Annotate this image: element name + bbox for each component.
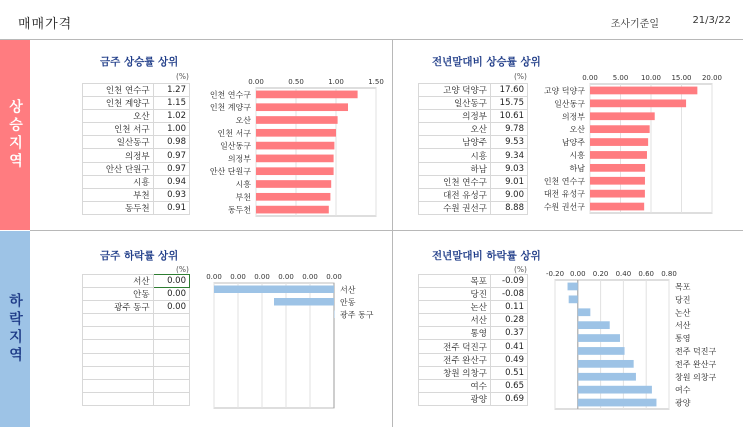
- rate-value-cell: 9.78: [490, 123, 527, 136]
- category-label: 하남: [569, 163, 585, 173]
- category-label: 의정부: [227, 154, 251, 164]
- rate-value-cell: 0.49: [490, 353, 527, 366]
- region-name-cell: 부천: [83, 188, 154, 201]
- table-row: [83, 288, 190, 301]
- weekly-down-unit: (%): [176, 265, 189, 274]
- category-label: 안동: [340, 297, 356, 307]
- section-divider: [30, 230, 743, 231]
- category-label: 시흥: [569, 150, 585, 160]
- region-name-cell: [83, 379, 154, 392]
- table-row: [83, 366, 190, 379]
- category-label: 고양 덕양구: [543, 86, 585, 96]
- bar: [578, 399, 657, 407]
- bar: [256, 129, 336, 137]
- table-row: [83, 314, 190, 327]
- bar: [578, 386, 652, 394]
- table-row: [419, 366, 528, 379]
- table-row: [419, 201, 528, 214]
- table-row: [83, 136, 190, 149]
- tick-label: 20.00: [701, 74, 723, 82]
- category-label: 대전 유성구: [543, 189, 585, 199]
- category-label: 광주 동구: [340, 310, 374, 320]
- table-row: [419, 97, 528, 110]
- region-name-cell: 광주 동구: [83, 301, 154, 314]
- bar: [256, 103, 348, 111]
- region-name-cell: 남양주: [419, 136, 491, 149]
- tick-label: 0.50: [288, 78, 304, 86]
- category-label: 동두천: [227, 205, 251, 215]
- column-divider: [392, 40, 393, 427]
- bar: [256, 193, 330, 201]
- bar: [256, 116, 338, 124]
- rate-value-cell: 9.53: [490, 136, 527, 149]
- region-name-cell: [83, 327, 154, 340]
- region-name-cell: [83, 392, 154, 405]
- rate-value-cell: [153, 314, 189, 327]
- bar: [590, 125, 650, 133]
- table-row: [419, 327, 528, 340]
- category-label: 창원 의창구: [675, 372, 717, 382]
- table-row: [419, 340, 528, 353]
- rate-value-cell: 0.94: [153, 175, 189, 188]
- table-row: [83, 379, 190, 392]
- region-name-cell: 일산동구: [419, 97, 491, 110]
- weekly-down-table: [82, 274, 190, 406]
- table-row: [83, 84, 190, 97]
- section-label-down: [0, 231, 30, 427]
- category-label: 광양: [675, 398, 691, 408]
- bar: [214, 286, 334, 294]
- rate-value-cell: 0.51: [490, 366, 527, 379]
- bar: [334, 311, 335, 319]
- category-label: 의정부: [561, 112, 585, 122]
- tick-label: -0.20: [545, 270, 565, 278]
- bar: [578, 373, 636, 381]
- rate-value-cell: 0.00: [153, 301, 189, 314]
- region-name-cell: [83, 340, 154, 353]
- table-row: [419, 136, 528, 149]
- rate-value-cell: 0.69: [490, 392, 527, 405]
- tick-label: 0.00: [570, 270, 586, 278]
- rate-value-cell: 9.00: [490, 188, 527, 201]
- rate-value-cell: 8.88: [490, 201, 527, 214]
- category-label: 남양주: [561, 138, 585, 148]
- table-row: [419, 175, 528, 188]
- region-name-cell: 수원 권선구: [419, 201, 491, 214]
- table-row: [419, 162, 528, 175]
- bar: [274, 298, 334, 306]
- table-row: [83, 353, 190, 366]
- rate-value-cell: 1.02: [153, 110, 189, 123]
- rate-value-cell: [153, 327, 189, 340]
- tick-label: 0.00: [278, 273, 294, 281]
- region-name-cell: 안동: [83, 288, 154, 301]
- region-name-cell: 통영: [419, 327, 491, 340]
- rate-value-cell: 0.41: [490, 340, 527, 353]
- rate-value-cell: -0.08: [490, 288, 527, 301]
- bar: [590, 112, 655, 120]
- table-row: [419, 84, 528, 97]
- rate-value-cell: 15.75: [490, 97, 527, 110]
- tick-label: 0.00: [582, 74, 598, 82]
- table-row: [83, 188, 190, 201]
- category-label: 일산동구: [554, 99, 585, 109]
- bar: [578, 334, 620, 342]
- category-label: 수원 권선구: [543, 202, 585, 212]
- region-name-cell: 서산: [83, 275, 154, 288]
- tick-label: 0.20: [592, 270, 609, 278]
- rate-value-cell: 0.98: [153, 136, 189, 149]
- ytd-up-title: 전년말대비 상승률 상위: [432, 56, 541, 68]
- rate-value-cell: 0.97: [153, 149, 189, 162]
- bar: [568, 283, 578, 291]
- bar: [578, 347, 625, 355]
- region-name-cell: [83, 366, 154, 379]
- region-name-cell: 전주 덕진구: [419, 340, 491, 353]
- tick-label: 0.00: [302, 273, 318, 281]
- region-name-cell: 고양 덕양구: [419, 84, 491, 97]
- bar: [578, 308, 591, 316]
- category-label: 목포: [675, 282, 691, 292]
- bar: [256, 91, 358, 99]
- table-row: [83, 201, 190, 214]
- bar: [578, 321, 610, 329]
- category-label: 인천 연수구: [209, 90, 251, 100]
- bar: [590, 203, 644, 211]
- category-label: 인천 계양구: [209, 103, 251, 113]
- table-row: [83, 97, 190, 110]
- table-row: [419, 379, 528, 392]
- table-row: [419, 392, 528, 405]
- rate-value-cell: 0.91: [153, 201, 189, 214]
- rate-value-cell: 0.37: [490, 327, 527, 340]
- category-label: 통영: [675, 334, 691, 344]
- rate-value-cell: [153, 340, 189, 353]
- rate-value-cell: 0.65: [490, 379, 527, 392]
- region-name-cell: 대전 유성구: [419, 188, 491, 201]
- region-name-cell: 동두천: [83, 201, 154, 214]
- basis-date: 21/3/22: [692, 15, 731, 26]
- ytd-up-table: [418, 83, 528, 215]
- region-name-cell: 인천 계양구: [83, 97, 154, 110]
- tick-label: 0.40: [615, 270, 632, 278]
- rate-value-cell: 9.34: [490, 149, 527, 162]
- bar: [590, 190, 645, 198]
- bar: [590, 177, 645, 185]
- region-name-cell: [83, 353, 154, 366]
- table-row: [83, 275, 190, 288]
- ytd-down-chart: [535, 265, 735, 415]
- table-row: [83, 149, 190, 162]
- bar: [578, 360, 634, 368]
- region-name-cell: 인천 연수구: [419, 175, 491, 188]
- category-label: 여수: [675, 385, 691, 395]
- region-name-cell: 일산동구: [83, 136, 154, 149]
- bar: [256, 206, 329, 214]
- category-label: 인천 서구: [217, 128, 251, 138]
- tick-label: 0.60: [638, 270, 654, 278]
- region-name-cell: 의정부: [419, 110, 491, 123]
- table-row: [83, 340, 190, 353]
- rate-value-cell: 1.27: [153, 84, 189, 97]
- rate-value-cell: 0.28: [490, 314, 527, 327]
- table-row: [419, 288, 528, 301]
- rate-value-cell: 10.61: [490, 110, 527, 123]
- section-label-down-text: 하락지역: [7, 293, 23, 365]
- region-name-cell: 안산 단원구: [83, 162, 154, 175]
- rate-value-cell: 1.00: [153, 123, 189, 136]
- category-label: 당진: [675, 295, 691, 305]
- page-title: 매매가격: [18, 17, 73, 32]
- category-label: 서산: [340, 285, 356, 295]
- table-row: [83, 110, 190, 123]
- table-row: [419, 149, 528, 162]
- tick-label: 0.80: [661, 270, 677, 278]
- rate-value-cell: 0.97: [153, 162, 189, 175]
- region-name-cell: 시흥: [83, 175, 154, 188]
- rate-value-cell: 9.01: [490, 175, 527, 188]
- region-name-cell: 전주 완산구: [419, 353, 491, 366]
- category-label: 전주 덕진구: [675, 346, 717, 356]
- tick-label: 0.00: [230, 273, 246, 281]
- region-name-cell: 오산: [419, 123, 491, 136]
- weekly-up-chart: [200, 74, 390, 219]
- rate-value-cell: -0.09: [490, 275, 527, 288]
- category-label: 오산: [569, 125, 585, 135]
- bar: [590, 87, 697, 95]
- basis-date-label: 조사기준일: [610, 19, 659, 30]
- region-name-cell: 광양: [419, 392, 491, 405]
- ytd-up-chart: [532, 70, 732, 220]
- weekly-down-title: 금주 하락률 상위: [100, 250, 179, 262]
- table-row: [83, 123, 190, 136]
- category-label: 시흥: [235, 180, 251, 189]
- bar: [590, 99, 686, 107]
- ytd-down-title: 전년말대비 하락률 상위: [432, 250, 541, 262]
- table-row: [83, 162, 190, 175]
- rate-value-cell: [153, 392, 189, 405]
- region-name-cell: 하남: [419, 162, 491, 175]
- ytd-down-unit: (%): [514, 265, 527, 274]
- rate-value-cell: 9.03: [490, 162, 527, 175]
- tick-label: 15.00: [671, 74, 692, 82]
- region-name-cell: 목포: [419, 275, 491, 288]
- header: [0, 0, 743, 40]
- bar: [590, 151, 647, 159]
- section-label-up: [0, 40, 30, 230]
- category-label: 오산: [235, 116, 251, 125]
- category-label: 안산 단원구: [209, 167, 251, 177]
- region-name-cell: 여수: [419, 379, 491, 392]
- tick-label: 5.00: [612, 74, 629, 82]
- weekly-up-unit: (%): [176, 72, 189, 81]
- table-row: [419, 353, 528, 366]
- table-row: [419, 275, 528, 288]
- tick-label: 0.00: [326, 273, 342, 281]
- rate-value-cell[interactable]: 0.00: [153, 275, 189, 288]
- weekly-down-chart: [200, 268, 390, 418]
- rate-value-cell: 0.93: [153, 188, 189, 201]
- ytd-up-unit: (%): [514, 72, 527, 81]
- table-row: [419, 301, 528, 314]
- tick-label: 1.00: [328, 78, 344, 86]
- bar: [590, 164, 645, 172]
- tick-label: 0.00: [248, 78, 264, 86]
- tick-label: 10.00: [640, 74, 662, 82]
- bar: [256, 142, 334, 150]
- rate-value-cell: [153, 379, 189, 392]
- table-row: [83, 301, 190, 314]
- tick-label: 1.50: [368, 78, 384, 86]
- rate-value-cell: 1.15: [153, 97, 189, 110]
- table-row: [83, 392, 190, 405]
- table-row: [419, 188, 528, 201]
- rate-value-cell: [153, 366, 189, 379]
- tick-label: 0.00: [206, 273, 222, 281]
- rate-value-cell: [153, 353, 189, 366]
- region-name-cell: 당진: [419, 288, 491, 301]
- category-label: 일산동구: [220, 141, 251, 151]
- category-label: 논산: [675, 308, 691, 318]
- rate-value-cell: 17.60: [490, 84, 527, 97]
- region-name-cell: 창원 의창구: [419, 366, 491, 379]
- rate-value-cell: 0.11: [490, 301, 527, 314]
- table-row: [419, 110, 528, 123]
- category-label: 전주 완산구: [675, 359, 717, 369]
- tick-label: 0.00: [254, 273, 270, 281]
- bar: [256, 167, 334, 175]
- category-label: 부천: [235, 192, 251, 202]
- region-name-cell: 인천 서구: [83, 123, 154, 136]
- bar: [590, 138, 648, 146]
- bar: [569, 295, 578, 303]
- region-name-cell: 논산: [419, 301, 491, 314]
- category-label: 인천 연수구: [543, 176, 585, 186]
- region-name-cell: [83, 314, 154, 327]
- table-row: [419, 123, 528, 136]
- region-name-cell: 의정부: [83, 149, 154, 162]
- weekly-up-table: [82, 83, 190, 215]
- bar: [256, 155, 334, 163]
- section-label-up-text: 상승지역: [7, 99, 23, 171]
- ytd-down-table: [418, 274, 528, 406]
- region-name-cell: 서산: [419, 314, 491, 327]
- region-name-cell: 오산: [83, 110, 154, 123]
- rate-value-cell: 0.00: [153, 288, 189, 301]
- table-row: [83, 327, 190, 340]
- weekly-up-title: 금주 상승률 상위: [100, 56, 179, 68]
- table-row: [83, 175, 190, 188]
- category-label: 서산: [675, 321, 691, 331]
- bar: [256, 180, 331, 188]
- table-row: [419, 314, 528, 327]
- region-name-cell: 시흥: [419, 149, 491, 162]
- region-name-cell: 인천 연수구: [83, 84, 154, 97]
